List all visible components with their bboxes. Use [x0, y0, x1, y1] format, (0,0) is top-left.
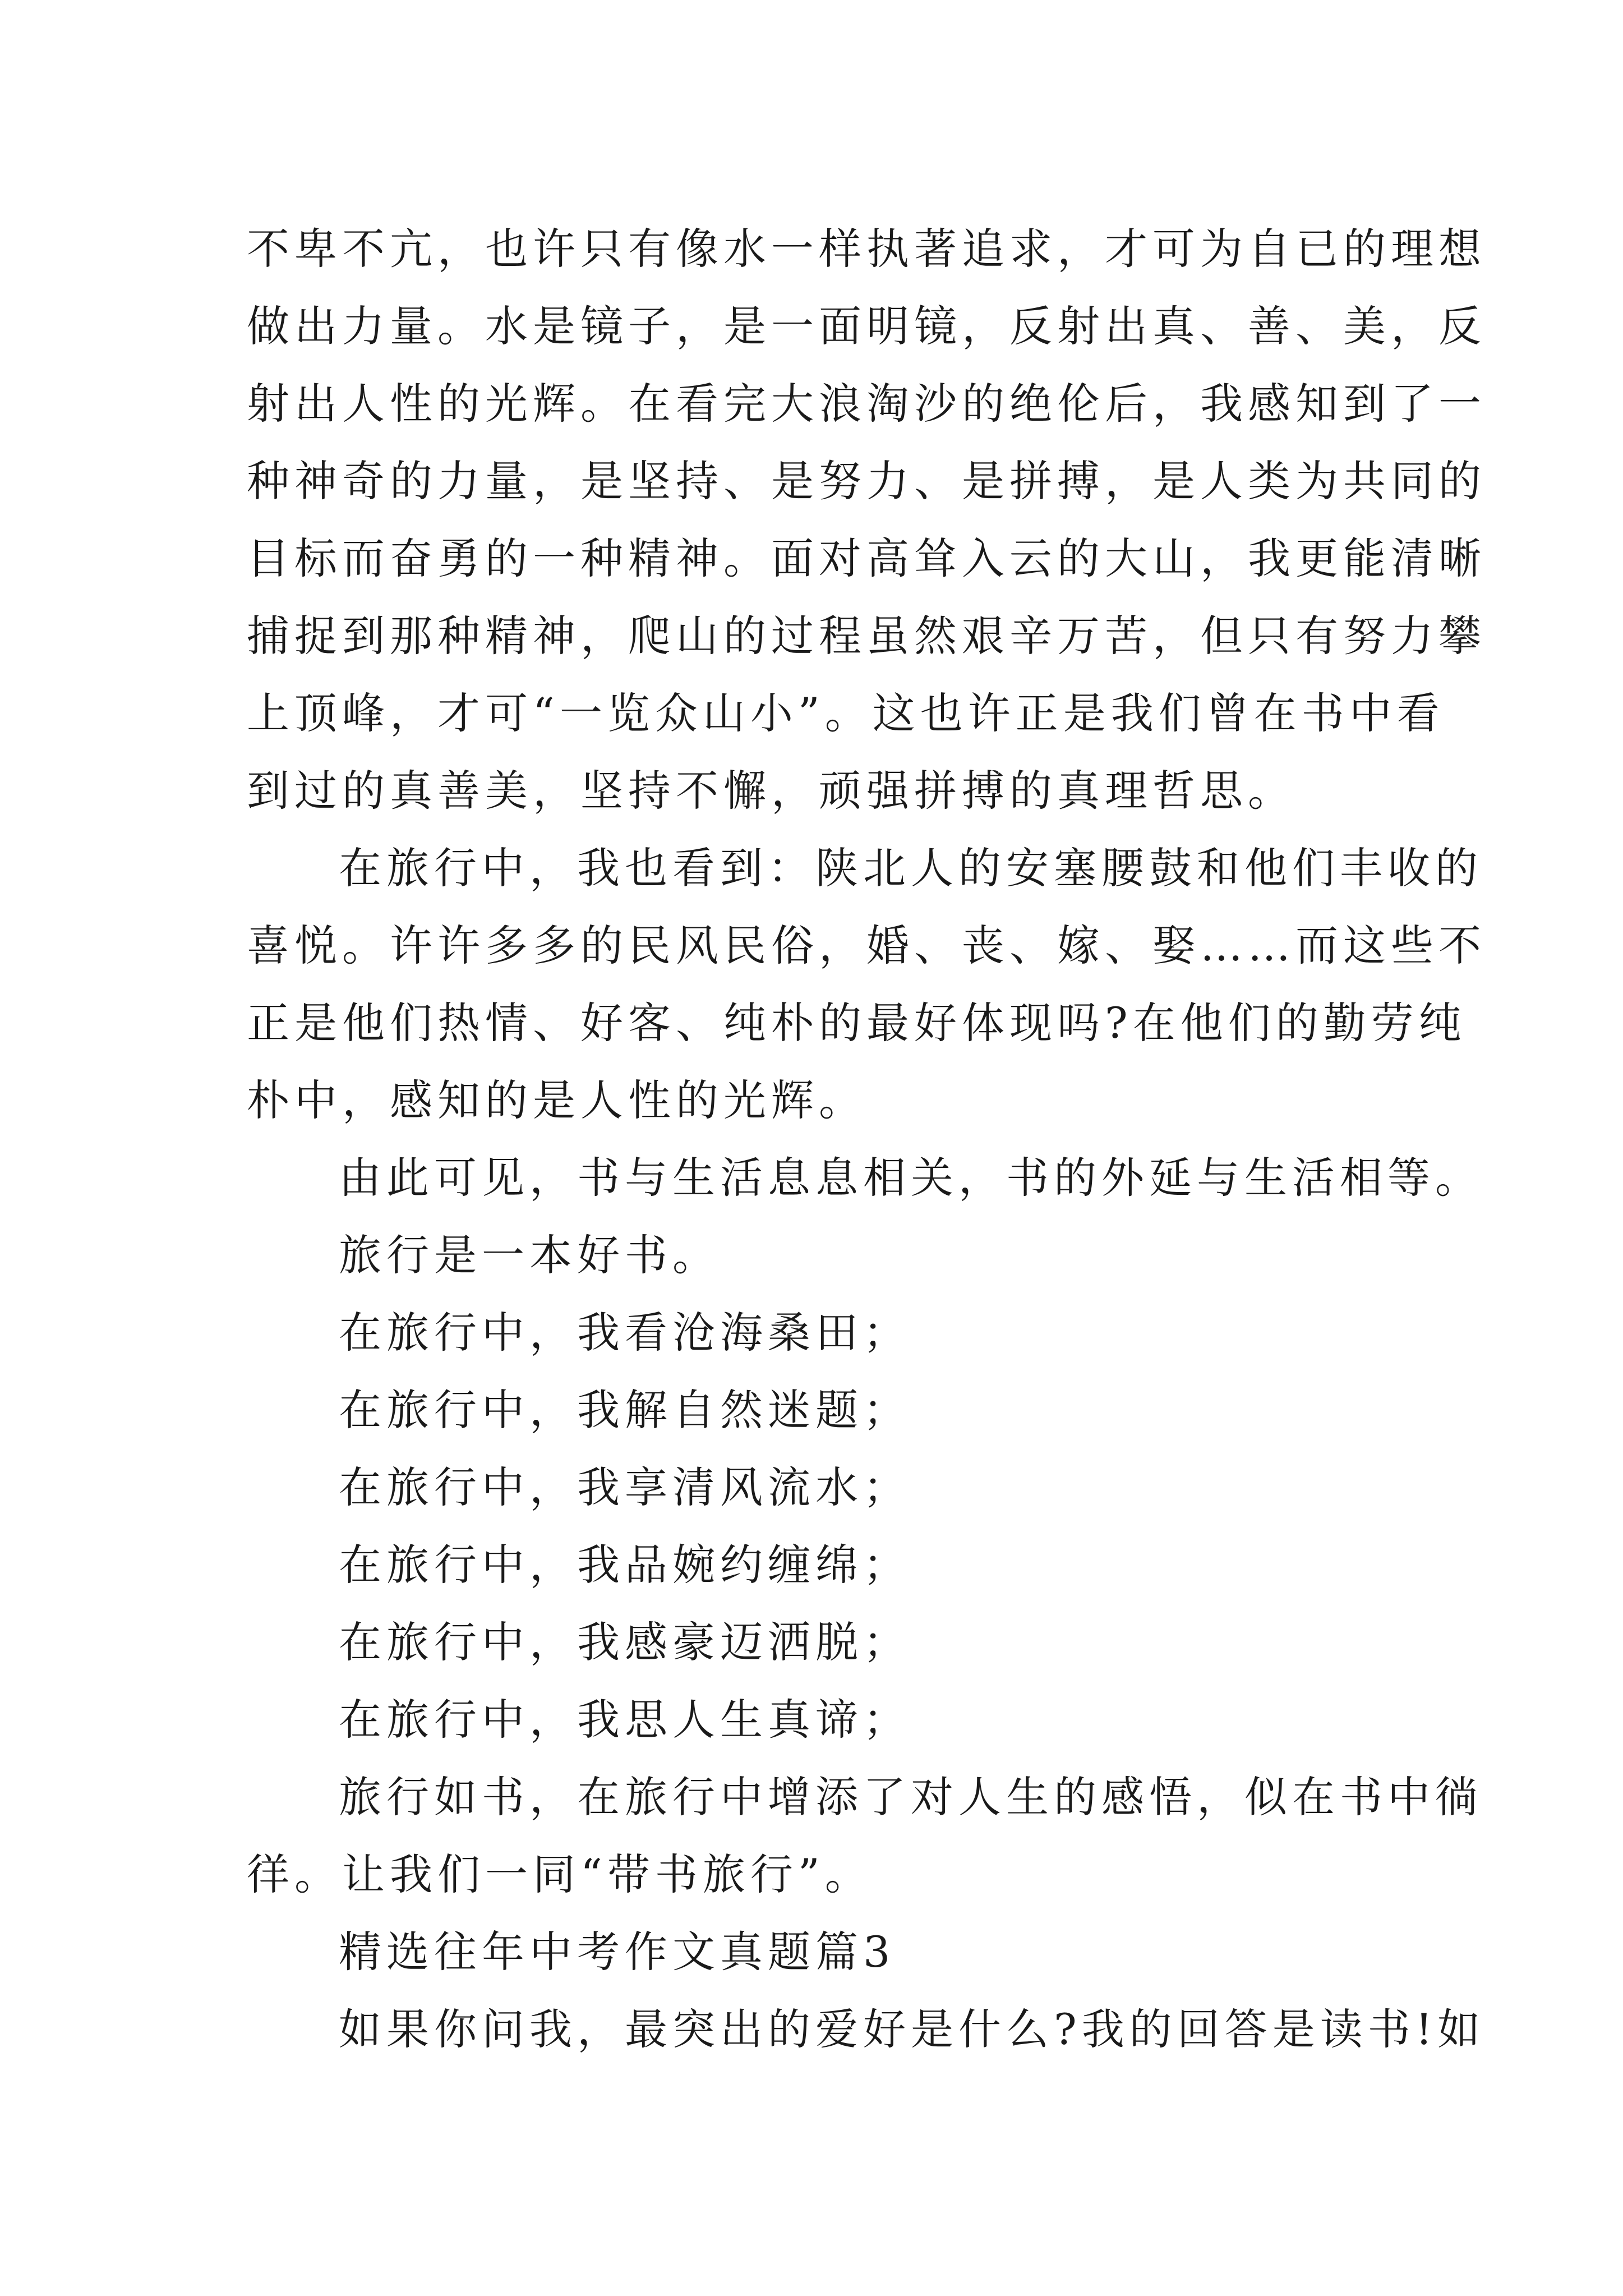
text-line: 朴中，感知的是人性的光辉。	[247, 1075, 866, 1125]
text-line: 在旅行中，我看沧海桑田；	[339, 1308, 911, 1358]
text-line: 目标而奋勇的一种精神。面对高耸入云的大山，我更能清晰	[247, 533, 1486, 583]
text-line: 种神奇的力量，是坚持、是努力、是拼搏，是人类为共同的	[247, 456, 1486, 506]
text-line: 做出力量。水是镜子，是一面明镜，反射出真、善、美，反	[247, 301, 1486, 351]
text-line: 喜悦。许许多多的民风民俗，婚、丧、嫁、娶……而这些不	[247, 921, 1486, 970]
text-line: 旅行如书，在旅行中增添了对人生的感悟，似在书中徜	[339, 1772, 1483, 1822]
text-line: 上顶峰，才可“一览众山小”。这也许正是我们曾在书中看	[247, 688, 1445, 738]
text-line: 精选往年中考作文真题篇3	[339, 1927, 896, 1977]
text-line: 不卑不亢，也许只有像水一样执著追求，才可为自已的理想	[247, 224, 1486, 274]
text-line: 旅行是一本好书。	[339, 1230, 720, 1280]
text-line: 捕捉到那种精神，爬山的过程虽然艰辛万苦，但只有努力攀	[247, 611, 1486, 661]
text-line: 在旅行中，我思人生真谛；	[339, 1695, 911, 1745]
document-body	[247, 210, 1486, 2068]
text-line: 射出人性的光辉。在看完大浪淘沙的绝伦后，我感知到了一	[247, 379, 1486, 429]
text-line: 由此可见，书与生活息息相关，书的外延与生活相等。	[339, 1153, 1483, 1203]
text-line: 在旅行中，我品婉约缠绵；	[339, 1540, 911, 1590]
text-line: 到过的真善美，坚持不懈，顽强拼搏的真理哲思。	[247, 766, 1295, 816]
text-line: 在旅行中，我享清风流水；	[339, 1462, 911, 1512]
text-line: 在旅行中，我感豪迈洒脱；	[339, 1617, 911, 1667]
text-line: 徉。让我们一同“带书旅行”。	[247, 1849, 873, 1899]
text-line: 正是他们热情、好客、纯朴的最好体现吗?在他们的勤劳纯	[247, 998, 1467, 1048]
text-line: 在旅行中，我也看到：陕北人的安塞腰鼓和他们丰收的	[339, 843, 1483, 893]
text-line: 在旅行中，我解自然迷题；	[339, 1385, 911, 1435]
text-line: 如果你问我，最突出的爱好是什么?我的回答是读书!如	[339, 2004, 1486, 2054]
